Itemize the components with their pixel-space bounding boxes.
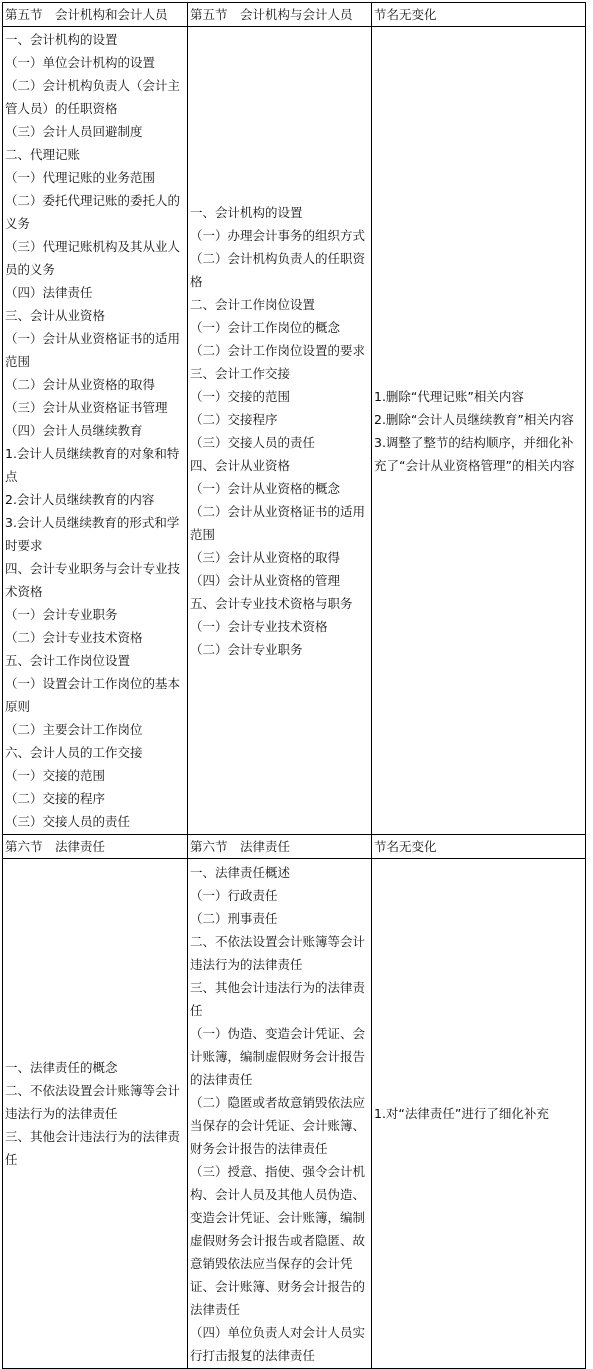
outline-line: 三、其他会计违法行为的法律责任 [5, 1129, 181, 1167]
outline-line: 1.会计人员继续教育的对象和特点 [5, 446, 180, 484]
outline-line: 2.会计人员继续教育的内容 [5, 492, 155, 507]
outline-line: （一）会计工作岗位的概念 [190, 319, 341, 335]
old-content-cell [3, 859, 188, 1369]
outline-line: （二）会计工作岗位设置的要求 [190, 342, 366, 358]
outline-line: （二）会计从业资格的取得 [5, 377, 156, 392]
outline-line: （一）单位会计机构的设置 [5, 55, 156, 70]
outline-line: （三）交接人员的责任 [5, 814, 131, 829]
outline-line: 五、会计专业技术资格与职务 [190, 595, 353, 611]
outline-line: 2.删除“会计人员继续教育”相关内容 [374, 411, 574, 427]
outline-line: （四）法律责任 [5, 285, 93, 300]
outline-line: （三）授意、指使、强令会计机构、会计人员及其他人员伪造、变造会计凭证、会计账簿，编制虚假财务会计报告或者隐匿、故意销毁依法应当保存的会计凭证、会计账簿、财务会计报告的法律责任 [190, 1163, 366, 1317]
outline-line: 五、会计工作岗位设置 [5, 653, 131, 668]
section-header-row [3, 3, 586, 27]
outline-line: 三、会计从业资格 [5, 308, 106, 323]
outline-line: 二、不依法设置会计账簿等会计违法行为的法律责任 [190, 933, 366, 972]
section-title: 第五节 会计机构与会计人员 [190, 7, 353, 22]
outline-line: （一）会计从业资格证书的适用范围 [5, 331, 181, 369]
outline-line: （一）代理记账的业务范围 [5, 170, 156, 185]
outline-line: （二）隐匿或者故意销毁依法应当保存的会计凭证、会计账簿、财务会计报告的法律责任 [190, 1094, 366, 1156]
outline-line: （二）交接的程序 [5, 791, 106, 806]
comparison-table [2, 2, 586, 1369]
outline-line: （四）单位负责人对会计人员实行打击报复的法律责任 [190, 1324, 366, 1363]
outline-line: （二）会计专业职务 [190, 641, 303, 657]
outline-line: （一）交接的范围 [190, 388, 291, 404]
outline-line: （一）行政责任 [190, 887, 278, 903]
section-title: 节名无变化 [374, 839, 437, 854]
section-title: 第五节 会计机构和会计人员 [5, 7, 168, 22]
outline-line: （一）会计专业技术资格 [190, 618, 328, 634]
outline-line: （二）交接程序 [190, 411, 278, 427]
section-title: 节名无变化 [374, 7, 437, 22]
old-content-cell [3, 27, 188, 835]
outline-line: （二）委托代理记账的委托人的义务 [5, 193, 181, 231]
change-note-cell [372, 3, 586, 27]
outline-line: （二）会计从业资格证书的适用范围 [190, 503, 366, 542]
section-title: 第六节 法律责任 [5, 839, 106, 854]
outline-line: （二）会计机构负责人（会计主管人员）的任职资格 [5, 78, 181, 116]
section-content-row [3, 859, 586, 1369]
outline-line: （二）主要会计工作岗位 [5, 722, 143, 737]
outline-line: （四）会计人员继续教育 [5, 423, 143, 438]
outline-line: 一、会计机构的设置 [190, 204, 303, 220]
outline-line: 3.会计人员继续教育的形式和学时要求 [5, 515, 180, 553]
outline-line: （三）会计人员回避制度 [5, 124, 143, 139]
outline-line: 一、法律责任概述 [190, 864, 291, 880]
outline-line: （二）会计专业技术资格 [5, 630, 143, 645]
outline-line: 1.对“法律责任”进行了细化补充 [374, 1106, 549, 1121]
outline-line: 二、不依法设置会计账簿等会计违法行为的法律责任 [5, 1083, 181, 1121]
outline-line: 三、其他会计违法行为的法律责任 [190, 979, 366, 1018]
outline-line: 四、会计从业资格 [190, 457, 291, 473]
outline-line: （二）刑事责任 [190, 910, 278, 926]
outline-line: 二、会计工作岗位设置 [190, 296, 316, 312]
outline-line: 二、代理记账 [5, 147, 81, 162]
change-note-cell [372, 835, 586, 859]
section-header-row [3, 835, 586, 859]
outline-line: （三）会计从业资格证书管理 [5, 400, 168, 415]
outline-line: （三）会计从业资格的取得 [190, 549, 341, 565]
outline-line: （二）会计机构负责人的任职资格 [190, 250, 366, 289]
outline-line: （一）会计专业职务 [5, 607, 118, 622]
new-content-cell [188, 3, 372, 27]
old-content-cell [3, 835, 188, 859]
outline-line: （四）会计从业资格的管理 [190, 572, 341, 588]
outline-line: （三）代理记账机构及其从业人员的义务 [5, 239, 181, 277]
outline-line: 六、会计人员的工作交接 [5, 745, 143, 760]
outline-line: （一）交接的范围 [5, 768, 106, 783]
new-content-cell [188, 859, 372, 1369]
outline-line: 1.删除“代理记账”相关内容 [374, 388, 524, 404]
new-content-cell [188, 835, 372, 859]
outline-line: （一）办理会计事务的组织方式 [190, 227, 366, 243]
change-note-cell [372, 859, 586, 1369]
new-content-cell [188, 27, 372, 835]
outline-line: （三）交接人员的责任 [190, 434, 316, 450]
outline-line: 三、会计工作交接 [190, 365, 291, 381]
outline-line: 3.调整了整节的结构顺序，并细化补充了“会计从业资格管理”的相关内容 [374, 434, 575, 473]
outline-line: 一、会计机构的设置 [5, 32, 118, 47]
outline-line: （一）设置会计工作岗位的基本原则 [5, 676, 181, 714]
outline-line: 一、法律责任的概念 [5, 1060, 118, 1075]
outline-line: 四、会计专业职务与会计专业技术资格 [5, 561, 181, 599]
old-content-cell [3, 3, 188, 27]
outline-line: （一）会计从业资格的概念 [190, 480, 341, 496]
section-content-row [3, 27, 586, 835]
outline-line: （一）伪造、变造会计凭证、会计账簿，编制虚假财务会计报告的法律责任 [190, 1025, 366, 1087]
table-body [3, 3, 586, 1369]
section-title: 第六节 法律责任 [190, 839, 291, 854]
change-note-cell [372, 27, 586, 835]
